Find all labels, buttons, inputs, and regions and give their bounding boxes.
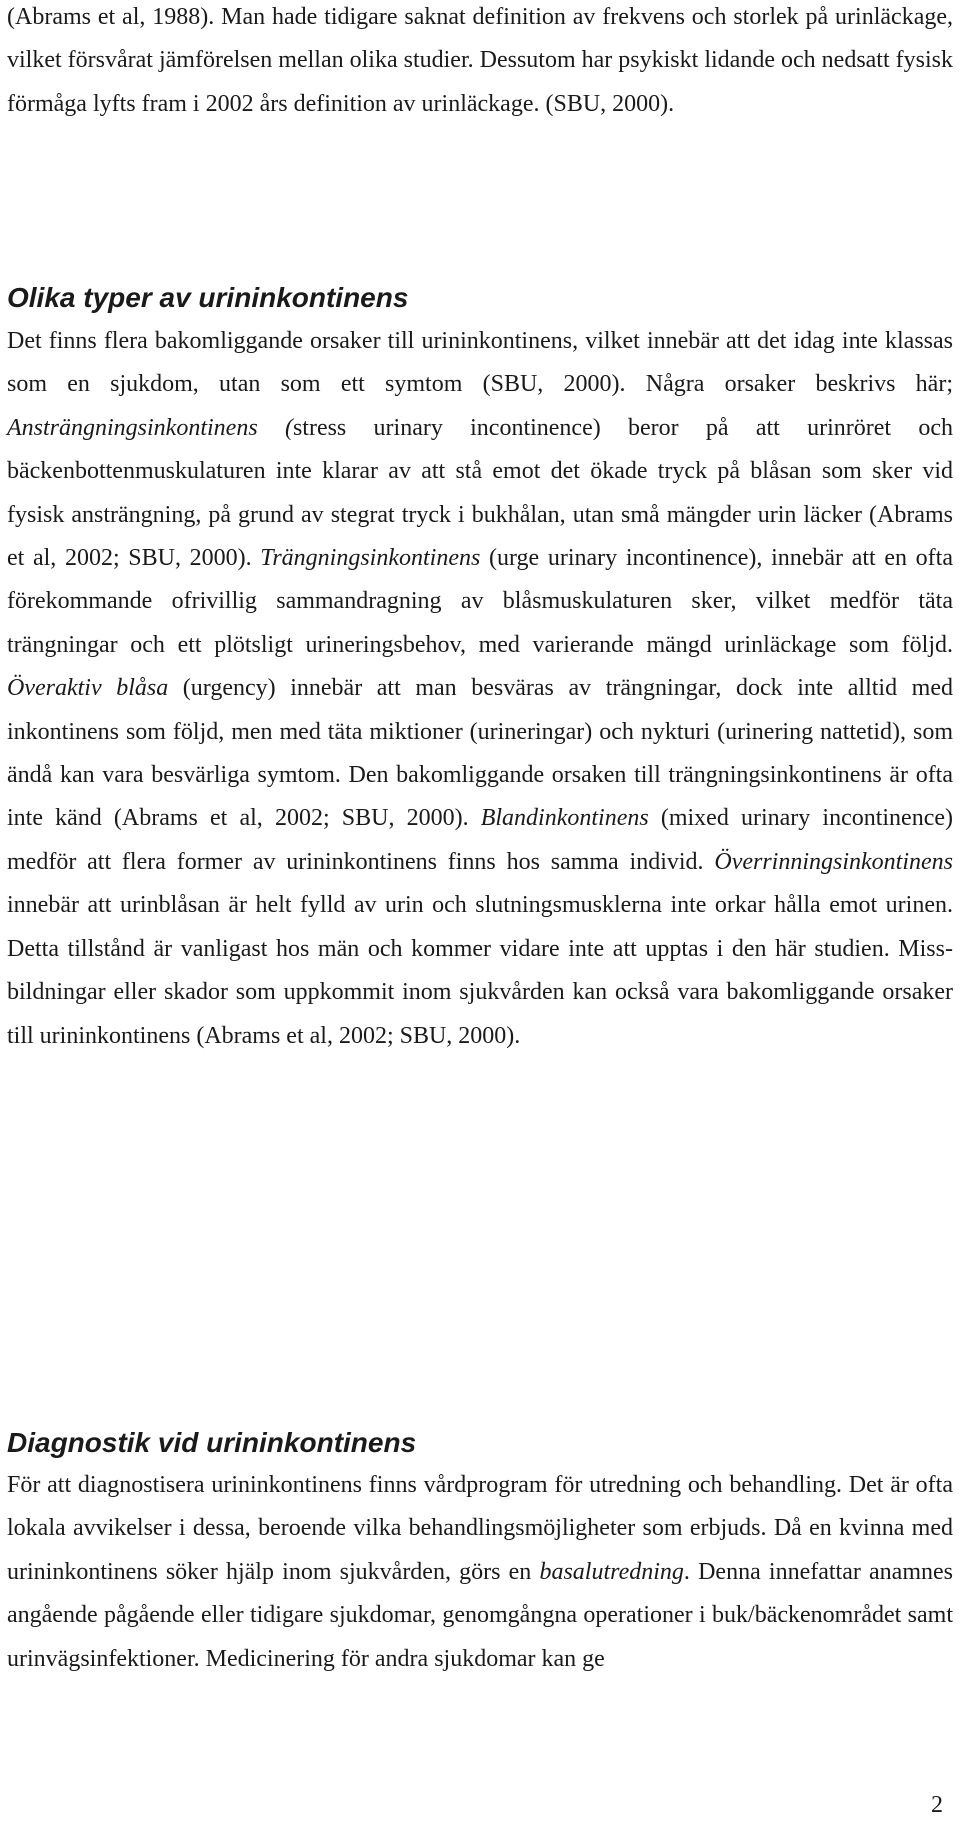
diagnostics-text-1: För att diagnostisera urininkontinens finns vårdprogram för utredning och behandling. Det är ofta lokala avvikelser i dessa, beroende vilka behandlingsmöjligheter som erbjuds. Då en kvinna med urininkontinens söker hjälp inom sjukvården, görs en [7, 1472, 953, 1585]
intro-text: (Abrams et al, 1988). Man hade tidigare saknat definition av frekvens och storlek på urinläckage, vilket försvårat jämförelsen mellan olika studier. Dessutom har psykiskt lidande och nedsatt fysisk förmåga lyfts fram i 2002 års definition av urinläckage. (SBU, 2000). [7, 4, 953, 117]
types-text-5: (mixed urinary incontinence) medför att flera former av urininkontinens finns hos samma individ. [7, 805, 954, 875]
types-text-3: (urge urinary incontinence), innebär att en ofta förekommande ofrivillig sammandragning av blåsmuskulaturen sker, vilket medför täta trängningar och ett plötsligt urineringsbehov, med varierande mängd urinläckage som följd. [7, 545, 953, 658]
section-heading-types: Olika typer av urininkontinens [7, 282, 409, 313]
types-text-1: Det finns flera bakomliggande orsaker till urininkontinens, vilket innebär att det idag inte klassas som en sjukdom, utan som ett symtom (SBU, 2000). Några orsaker beskrivs här; [7, 328, 953, 398]
types-paragraph [7, 320, 953, 1058]
diagnostics-text-2: . Denna innefattar anamnes angående pågående eller tidigare sjukdomar, genomgångna operationer i buk/bäckenområdet samt urinvägsinfektioner. Medicinering för andra sjukdomar kan ge [7, 1558, 953, 1672]
term-basic-assessment: basalutredning [539, 1558, 684, 1585]
document-page [7, 0, 953, 1830]
intro-paragraph [7, 0, 953, 126]
term-overactive-bladder: Överaktiv blåsa [7, 675, 169, 702]
term-overflow-incontinence: Överrinningsinkontinens [714, 848, 953, 875]
page-number: 2 [931, 1792, 943, 1818]
types-text-4: (urgency) innebär att man besväras av trängningar, dock inte alltid med inkontinens som följd, men med täta miktioner (urineringar) och nykturi (urinering nattetid), som ändå kan vara besvärliga symtom. Den bakomliggande orsaken till trängningsinkontinens är ofta inte känd (Abrams et al, 2002; SBU, 2000). [7, 675, 954, 832]
term-stress-incontinence: Ansträngningsinkontinens ( [7, 414, 293, 441]
term-urge-incontinence: Trängningsinkontinens [260, 545, 481, 572]
types-text-2: stress urinary incontinence) beror på att urinröret och bäckenbottenmuskulaturen inte klarar av att stå emot det ökade tryck på blåsan som sker vid fysisk ansträngning, på grund av stegrat tryck i bukhålan, utan små mängder urin läcker (Abrams et al, 2002; SBU, 2000). [7, 414, 954, 572]
section-heading-diagnostics: Diagnostik vid urininkontinens [7, 1427, 417, 1458]
types-text-6: innebär att urinblåsan är helt fylld av urin och slutningsmusklerna inte orkar hålla emot urinen. Detta tillstånd är vanligast hos män och kommer vidare inte att upptas i den här studien. Missbildningar eller skador som uppkommit inom sjukvården kan också vara bakomliggande orsaker till urininkontinens (Abrams et al, 2002; SBU, 2000). [7, 892, 953, 1049]
term-mixed-incontinence: Blandinkontinens [480, 805, 649, 832]
diagnostics-paragraph [7, 1464, 953, 1681]
